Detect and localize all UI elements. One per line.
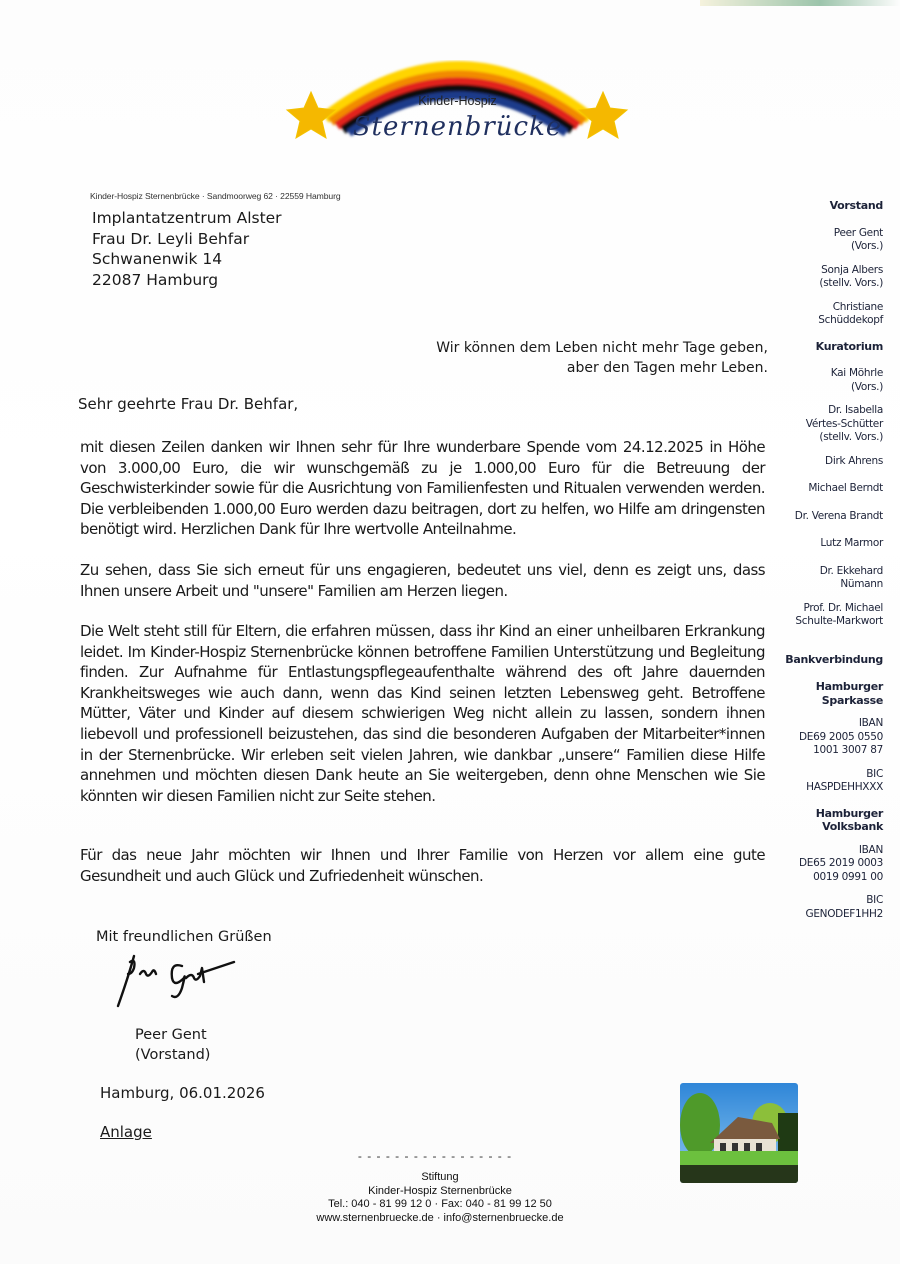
member-name: Dr. Verena Brandt <box>794 509 883 522</box>
member-role: (Vors.) <box>850 240 883 252</box>
logo-script-name: Sternenbrücke <box>352 112 563 142</box>
member-name-cont: Schulte-Markwort <box>795 615 883 627</box>
signature-icon <box>112 948 242 1018</box>
body-paragraph-2: Zu sehen, dass Sie sich erneut für uns engagieren, bedeutet uns viel, denn es zeigt uns, dass Ihnen unsere Arbeit und "unsere" Familien am Herzen liegen. <box>80 561 765 600</box>
member-name-cont: Schüddekopf <box>818 314 883 326</box>
logo-org-line: Kinder-Hospiz <box>418 94 497 108</box>
member-name: Michael Berndt <box>808 482 883 494</box>
member-role: (Vors.) <box>850 380 883 393</box>
iban-value: DE69 2005 0550 <box>799 730 883 743</box>
footer-line: Stiftung <box>421 1171 459 1183</box>
curator <box>770 602 883 629</box>
bic-value: GENODEF1HH2 <box>805 907 883 920</box>
member-name: Dr. Ekkehard <box>819 564 883 577</box>
motto <box>400 338 768 378</box>
bank-name-line: Sparkasse <box>821 693 883 707</box>
footer-web-email: www.sternenbruecke.de · info@sternenbruecke.de <box>316 1211 564 1224</box>
bank-name-line: Hamburger <box>815 806 883 820</box>
house-photo-icon <box>680 1083 798 1183</box>
recipient-line: Schwanenwik 14 <box>92 250 223 268</box>
iban-value: 1001 3007 87 <box>813 744 883 756</box>
handwritten-signature <box>112 948 242 1022</box>
iban-block <box>770 717 883 758</box>
bic-block <box>770 894 883 921</box>
kinder-hospiz-logo <box>285 36 630 156</box>
body-paragraph-3: Die Welt steht still für Eltern, die erfahren müssen, dass ihr Kind an einer unheilbaren Erkrankung leidet. Im Kinder-Hospiz Sternenbrücke können betroffene Familien Unterstützung und Begleitung finden. Zur Aufnahme für Entlastungspflegeaufenthalte während des oft Jahre dauernden Krankheitsweges wie auch dann, wenn das Kind seinen letzten Lebensweg geht. Betroffene Mütter, Väter und Kinder auf diesem schwierigen Weg nicht allein zu lassen, sondern ihnen liebevoll und professionell beizustehen, das sind die besonderen Aufgaben der Mitarbeiter*innen in der Sternenbrücke. Wir erleben seit vielen Jahren, wie dankbar „unsere“ Familien diese Hilfe annehmen und möchten diesen Dank heute an Sie weitergeben, denn ohne Menschen wie Sie könnten wir diesen Familien nicht zur Seite stehen. <box>80 622 765 805</box>
bic-value: HASPDEHHXXX <box>806 781 883 793</box>
bank-heading: Bankverbindung <box>785 652 883 666</box>
member-name: Sonja Albers <box>821 263 883 276</box>
footer-phone-fax: Tel.: 040 - 81 99 12 0 · Fax: 040 - 81 99 12 50 <box>328 1198 552 1210</box>
member-role: (stellv. Vors.) <box>819 431 883 443</box>
member-role: (stellv. Vors.) <box>819 277 883 289</box>
bank-name <box>770 807 883 834</box>
signer-role: (Vorstand) <box>135 1047 211 1063</box>
member-name-cont: Nümann <box>840 578 883 590</box>
bic-label: BIC <box>866 894 883 906</box>
bank-name-line: Hamburger <box>815 680 883 693</box>
attachment-label: Anlage <box>100 1123 152 1141</box>
body-paragraph-1: mit diesen Zeilen danken wir Ihnen sehr für Ihre wunderbare Spende vom 24.12.2025 in Höhe von 3.000,00 Euro, die wir wunschgemäß zu je 1.000,00 Euro für die Betreuung der Geschwisterkinder sowie für die Ausrichtung von Familienfesten und Ritualen verwenden werden. Die verbleibenden 1.000,00 Euro werden dazu beitragen, dort zu helfen, wo Hilfe am dringensten benötigt wird. Herzlichen Dank für Ihre wertvolle Anteilnahme. <box>80 438 765 539</box>
body-paragraph-4: Für das neue Jahr möchten wir Ihnen und Ihrer Familie von Herzen vor allem eine gute Gesundheit und auch Glück und Zufriedenheit wünschen. <box>80 846 765 885</box>
curator <box>770 367 883 394</box>
iban-label: IBAN <box>858 843 883 856</box>
bic-label: BIC <box>866 767 883 780</box>
footer-line: Kinder-Hospiz Sternenbrücke <box>368 1184 512 1197</box>
hospice-house-photo <box>680 1083 798 1183</box>
member-name: Christiane <box>832 300 883 313</box>
member-name: Peer Gent <box>833 226 883 239</box>
sidebar-board-and-bank <box>770 199 883 931</box>
curator <box>770 510 883 524</box>
signer-block <box>135 1025 210 1065</box>
board-member <box>770 264 883 291</box>
member-name: Dr. Isabella <box>828 404 883 416</box>
recipient-line: Implantatzentrum Alster <box>92 209 282 227</box>
sender-return-address: Kinder-Hospiz Sternenbrücke · Sandmoorweg 62 · 22559 Hamburg <box>90 191 341 201</box>
footer-divider: - - - - - - - - - - - - - - - - - <box>357 1149 513 1163</box>
member-name: Kai Möhrle <box>830 367 883 379</box>
board-member <box>770 301 883 328</box>
motto-line-1: Wir können dem Leben nicht mehr Tage geben, <box>436 340 768 356</box>
curator <box>770 455 883 469</box>
bank-name-line: Volksbank <box>822 820 883 833</box>
curator <box>770 404 883 445</box>
bank-name <box>770 680 883 707</box>
vorstand-heading: Vorstand <box>829 199 883 212</box>
recipient-line: 22087 Hamburg <box>92 270 219 289</box>
member-name: Prof. Dr. Michael <box>803 601 883 614</box>
board-member <box>770 227 883 254</box>
iban-value: 0019 0991 00 <box>813 870 883 883</box>
member-name: Lutz Marmor <box>820 537 883 549</box>
curator <box>770 482 883 496</box>
iban-block <box>770 844 883 885</box>
salutation: Sehr geehrte Frau Dr. Behfar, <box>78 395 299 413</box>
bic-block <box>770 768 883 795</box>
signer-name: Peer Gent <box>135 1027 207 1043</box>
closing-greeting: Mit freundlichen Grüßen <box>96 929 272 945</box>
recipient-line: Frau Dr. Leyli Behfar <box>92 229 250 248</box>
member-name-cont: Vértes-Schütter <box>805 417 883 430</box>
underlying-paper-edge <box>700 0 900 6</box>
place-and-date: Hamburg, 06.01.2026 <box>100 1084 265 1102</box>
motto-line-2: aber den Tagen mehr Leben. <box>566 360 768 376</box>
iban-value: DE65 2019 0003 <box>799 857 883 869</box>
curator <box>770 565 883 592</box>
kuratorium-heading: Kuratorium <box>815 339 883 353</box>
recipient-address <box>92 208 282 290</box>
iban-label: IBAN <box>858 717 883 729</box>
curator <box>770 537 883 551</box>
footer-foundation-info <box>270 1171 610 1225</box>
member-name: Dirk Ahrens <box>825 454 883 467</box>
